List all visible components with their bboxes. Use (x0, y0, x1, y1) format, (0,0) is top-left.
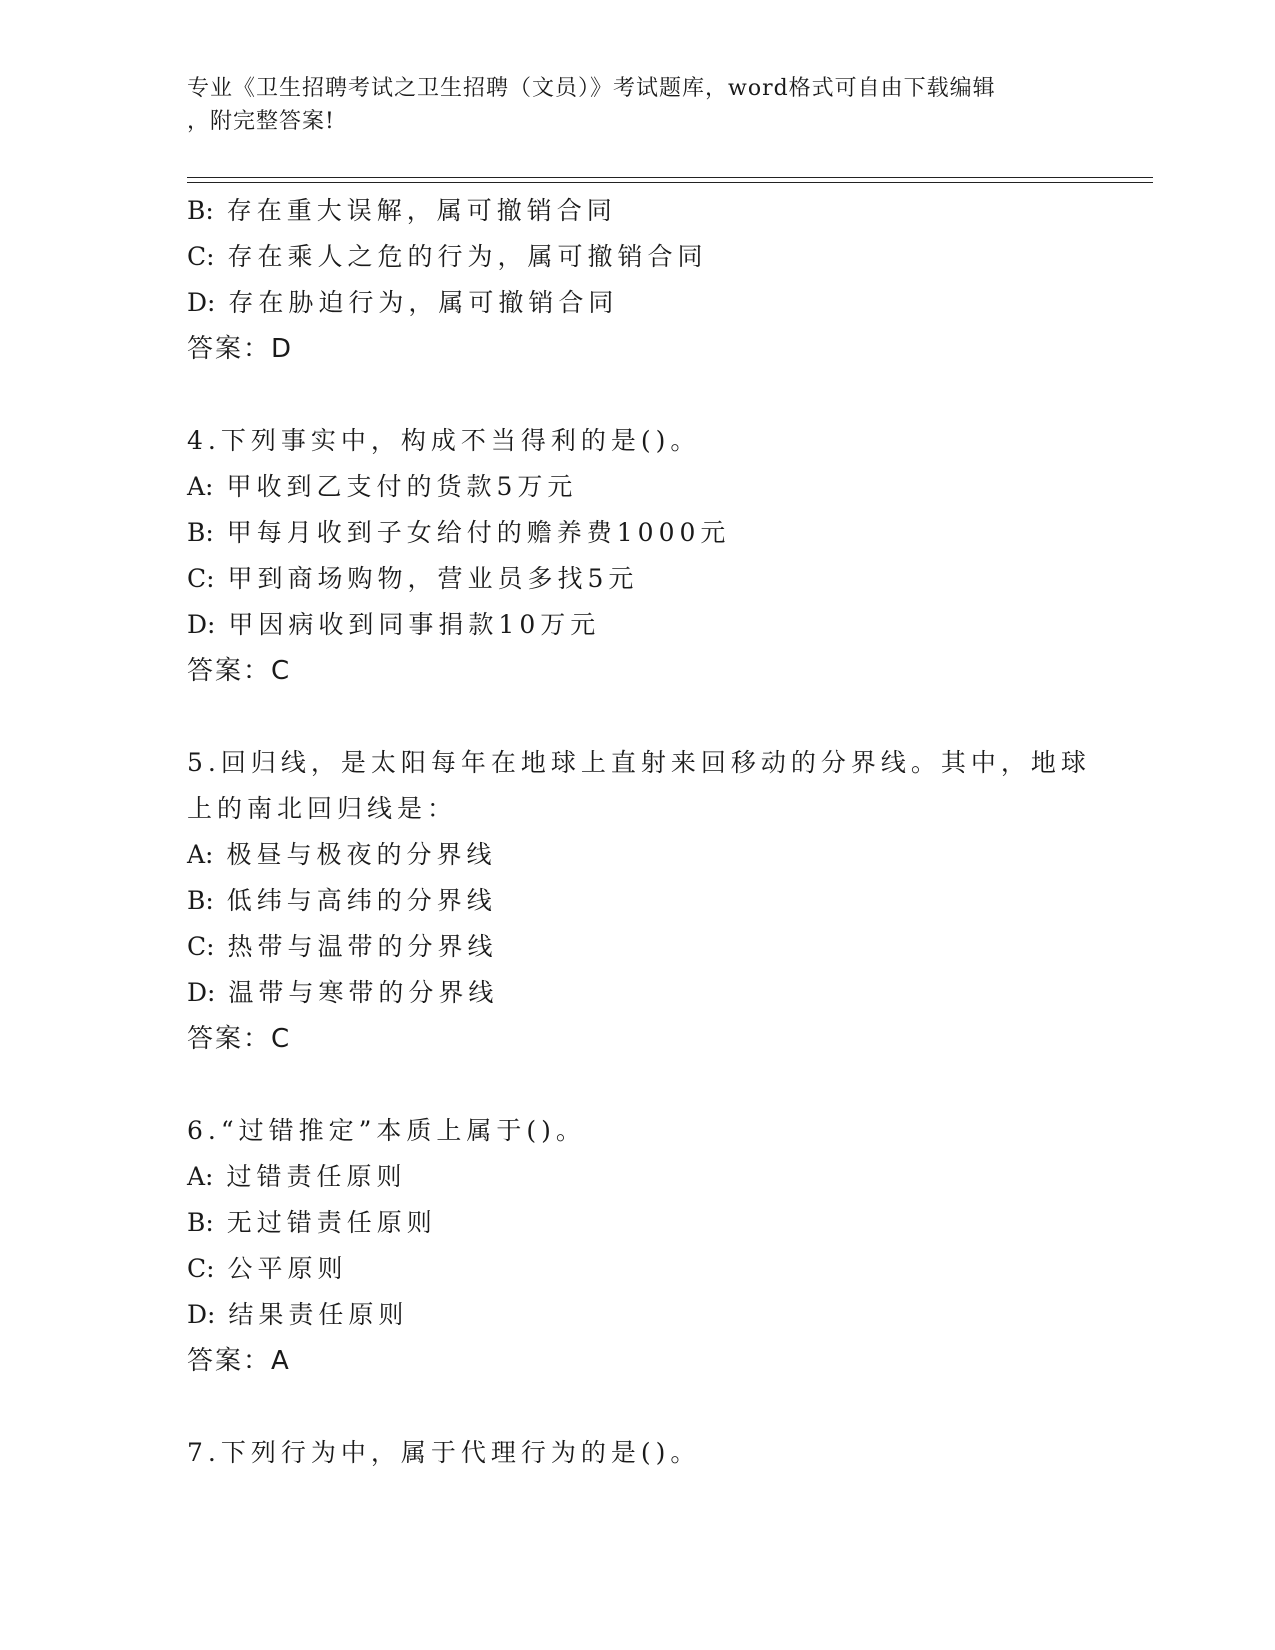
question-stem: 4.下列事实中，构成不当得利的是()。 (187, 426, 701, 455)
option-text: 甲每月收到子女给付的赡养费1000元 (226, 518, 731, 547)
option-key: D: (187, 610, 216, 639)
option-key: B: (187, 518, 214, 547)
option-text: 结果责任原则 (228, 1300, 409, 1329)
option-d (187, 280, 1107, 326)
answer-line: 答案：A (187, 1346, 291, 1376)
option-key: A: (187, 840, 214, 869)
header-line-1: 专业《卫生招聘考试之卫生招聘（文员）》考试题库，word格式可自由下载编辑 (187, 76, 996, 101)
question-3-tail (187, 188, 1107, 372)
option-b (187, 1200, 1107, 1246)
option-key: C: (187, 564, 215, 593)
question-stem-line-1: 5.回归线，是太阳每年在地球上直射来回移动的分界线。其中，地球 (187, 748, 1091, 777)
option-c (187, 234, 1107, 280)
option-text: 过错责任原则 (226, 1162, 407, 1191)
question-list (187, 188, 1107, 1476)
option-text: 存在重大误解，属可撤销合同 (226, 196, 617, 225)
spacer (187, 1062, 1107, 1108)
option-key: D: (187, 1300, 216, 1329)
answer-line: 答案：D (187, 334, 294, 364)
option-text: 存在乘人之危的行为，属可撤销合同 (227, 242, 708, 271)
question-6 (187, 1108, 1107, 1384)
option-text: 存在胁迫行为，属可撤销合同 (228, 288, 619, 317)
answer-line: 答案：C (187, 656, 292, 686)
option-text: 甲到商场购物，营业员多找5元 (227, 564, 639, 593)
option-a (187, 464, 1107, 510)
option-d (187, 970, 1107, 1016)
option-text: 热带与温带的分界线 (227, 932, 498, 961)
spacer (187, 694, 1107, 740)
option-key: B: (187, 1208, 214, 1237)
header-divider-top (187, 177, 1153, 178)
option-key: A: (187, 1162, 214, 1191)
header-divider-bottom (187, 182, 1153, 183)
option-text: 公平原则 (227, 1254, 348, 1283)
option-c (187, 1246, 1107, 1292)
option-c (187, 556, 1107, 602)
question-7 (187, 1430, 1107, 1476)
question-4 (187, 418, 1107, 694)
question-5 (187, 740, 1107, 1062)
spacer (187, 372, 1107, 418)
option-key: D: (187, 978, 216, 1007)
option-d (187, 1292, 1107, 1338)
option-b (187, 510, 1107, 556)
option-key: C: (187, 932, 215, 961)
question-stem: 6.“过错推定”本质上属于()。 (187, 1116, 586, 1145)
option-text: 温带与寒带的分界线 (228, 978, 499, 1007)
answer-line: 答案：C (187, 1024, 292, 1054)
option-c (187, 924, 1107, 970)
spacer (187, 1384, 1107, 1430)
option-b (187, 878, 1107, 924)
option-key: C: (187, 1254, 215, 1283)
option-d (187, 602, 1107, 648)
option-a (187, 1154, 1107, 1200)
document-header (187, 72, 1067, 138)
option-key: C: (187, 242, 215, 271)
option-b (187, 188, 1107, 234)
option-text: 甲因病收到同事捐款10万元 (228, 610, 601, 639)
option-text: 无过错责任原则 (226, 1208, 437, 1237)
option-key: A: (187, 472, 214, 501)
option-text: 甲收到乙支付的货款5万元 (226, 472, 578, 501)
question-stem-line-2: 上的南北回归线是： (187, 794, 458, 823)
option-text: 极昼与极夜的分界线 (226, 840, 497, 869)
header-line-2: ，附完整答案! (187, 109, 335, 134)
option-a (187, 832, 1107, 878)
option-key: D: (187, 288, 216, 317)
option-key: B: (187, 196, 214, 225)
question-stem: 7.下列行为中，属于代理行为的是()。 (187, 1438, 701, 1467)
option-key: B: (187, 886, 214, 915)
option-text: 低纬与高纬的分界线 (226, 886, 497, 915)
